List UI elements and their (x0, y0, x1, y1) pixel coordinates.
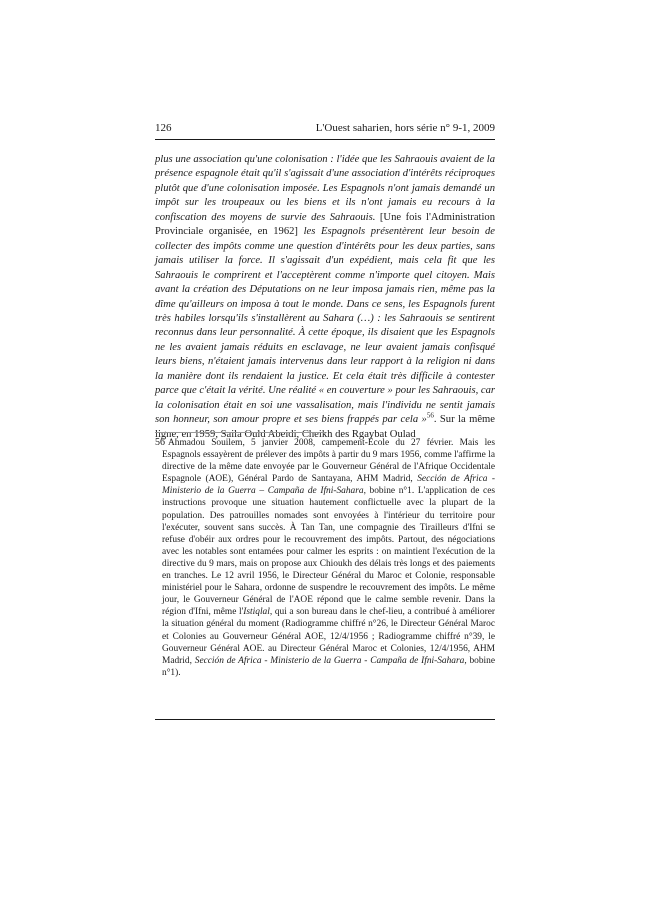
editorial-insert: [Une fois l'Administration Provinciale organisée, en 1962] (155, 211, 495, 238)
body-continuation: . Sur la même ligne, en 1959, Saila Ould Abeidi, Cheikh des Rgaybat Oulad (155, 414, 495, 440)
footnote-italic-istiqlal: Istiqlal (243, 607, 270, 618)
quote-italic-1: plus une association qu'une colonisation : l'idée que les Sahraouis avaient de la présence espagnole était qu'il s'agissait d'une association d'intérêts réciproques plutôt que d'une colonisation imposée. Les Espagnols n'ont jamais demandé un impôt sur les troupeaux ou les biens et ils n'ont jamais eu recours à la confiscation des moyens de survie des Sahraouis. (155, 154, 495, 223)
body-paragraph (155, 153, 495, 442)
footnote-source-italic-2: Sección de Africa - Ministerio de la Guerra - Campaña de Ifni-Sahara (194, 655, 465, 666)
footnote-separator (155, 432, 325, 433)
footnote-text-4: , bobine n°1). (162, 655, 495, 678)
footnote-bottom-rule (155, 719, 495, 720)
page-number: 126 (155, 122, 172, 134)
footnote-reference[interactable]: 56 (426, 411, 434, 420)
running-title: L'Ouest saharien, hors série n° 9-1, 2009 (315, 122, 495, 134)
footnote-source-italic-1: Sección de Africa - Ministerio de la Guerra – Campaña de Ifni-Sahara (162, 474, 496, 497)
footnote-text-1: Ahmadou Souilem, 5 janvier 2008, campement-École du 27 février. Mais les Espagnols essayèrent de prélever des impôts à partir du 9 mars 1956, comme l'affirme la directive de la même date envoyée par le Gouverneur Général de l'Afrique Occidentale Espagnole (AOE), Général Pardo de Santayana, AHM Madrid, (162, 438, 495, 485)
quote-italic-2: les Espagnols présentèrent leur besoin de collecter des impôts comme une question d'intérêts pour les deux parties, sans jamais utiliser la force. Il s'agissait d'un expédient, mais cela fit que les Sahraouis le comprirent et l'acceptèrent comme n'importe quel citoyen. Mais avant la création des Députations on ne leur imposa jamais rien, même pas la dîme qu'ailleurs on imposa à tout le monde. Dans ce sens, les Espagnols furent très habiles lorsqu'ils s'installèrent au Sahara (…) : les Sahraouis se sentirent reconnus dans leur personnalité. À cette époque, ils disaient que les Espagnols ne les avaient jamais réduits en esclavage, ne leur avaient jamais confisqué leurs biens, n'étaient jamais intervenus dans leur rapport à la religion ni dans la manière dont ils rendaient la justice. Et cela était très difficile à contester parce que c'était la vérité. Une réalité « en couverture » pour les Sahraouis, car la colonisation était en soi une vassalisation, mais l'individu ne sentit jamais son honneur, son amour propre et ses biens frappés par cela » (155, 226, 496, 426)
header-rule (155, 139, 495, 140)
footnote-56 (155, 437, 495, 679)
footnote-number: 56 (155, 437, 165, 448)
footnote-text-3: , qui a son bureau dans le chef-lieu, a contribué à améliorer la situation général du moment (Radiogramme chiffré n°26, le Directeur Général Maroc et Colonies au Gouverneur Général AOE, 12/4/1956 ; Radiogramme chiffré n°39, le Gouverneur Général AOE. au Directeur Général Maroc et Colonies, 12/4/1956, AHM Madrid, (162, 607, 495, 666)
page-header (155, 120, 495, 136)
footnote-text-2: , bobine n°1. L'application de ces instructions provoque une situation hautement conflictuelle avec la plupart de la population. Des patrouilles nomades sont envoyées à l'intérieur du territoire pour l'exécuter, souvent sans succès. À Tan Tan, une compagnie des Tirailleurs d'Ifni se refuse d'obéir aux ordres pour le recouvrement des impôts. Partout, des négociations avec les notables sont entamées pour calmer les esprits : on maintient l'exécution de la directive du 9 mars, mais on propose aux Chioukh des délais très longs et des paiements en tranches. Le 12 avril 1956, le Directeur Général du Maroc et Colonie, responsable ministériel pour le Sahara, ordonne de suspendre le recouvrement des impôts. Le même jour, le Gouverneur Général de l'AOE répond que le calme semble revenir. Dans la région d'Ifni, même l' (162, 486, 496, 618)
